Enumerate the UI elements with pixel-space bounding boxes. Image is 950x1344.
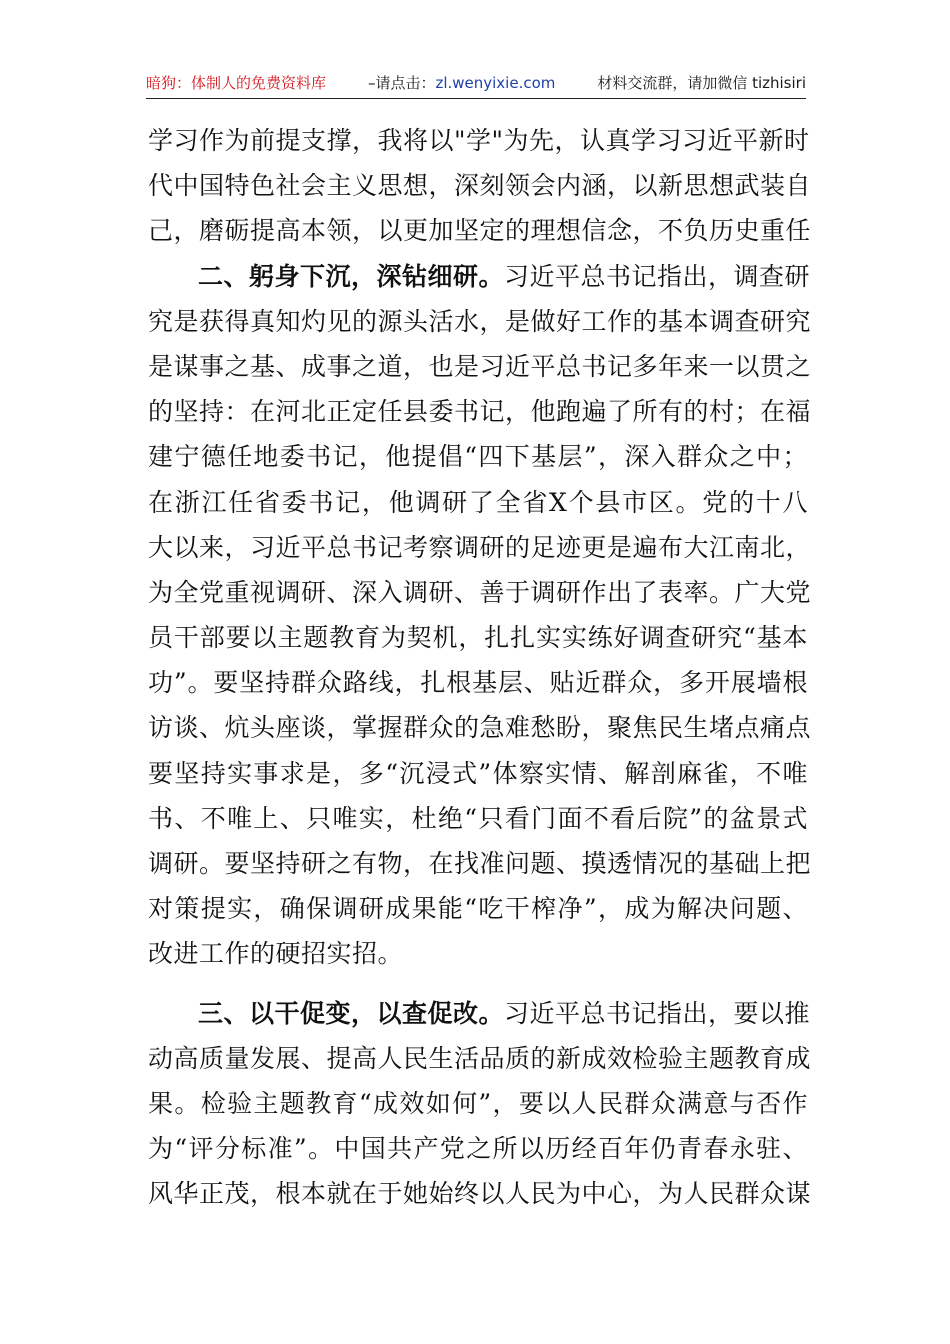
text-line: 己，磨砺提高本领，以更加坚定的理想信念，不负历史重任: [148, 216, 812, 246]
header-brand: 暗狗：体制人的免费资料库: [146, 73, 327, 92]
page-header: [146, 68, 806, 99]
section-heading-2: 二、躬身下沉，深钻细研。: [198, 261, 505, 291]
text-line: 改进工作的硬招实招。: [148, 939, 404, 969]
text-run: 习近平总书记指出，调查研: [504, 261, 811, 291]
paragraph-gap: [148, 977, 808, 991]
text-line: [148, 254, 811, 299]
header-link-prefix: –请点击：: [367, 73, 436, 92]
text-line: 对策提实，确保调研成果能“吃干榨净”，成为解决问题、: [148, 894, 808, 924]
text-line: 员干部要以主题教育为契机，扎扎实实练好调查研究“基本: [148, 623, 808, 653]
text-line: 书、不唯上、只唯实，杜绝“只看门面不看后院”的盆景式: [148, 803, 808, 833]
text-line: 访谈、炕头座谈，掌握群众的急难愁盼，聚焦民生堵点痛点: [148, 713, 812, 743]
text-line: 学习作为前提支撑，我将以"学"为先，认真学习习近平新时: [148, 126, 810, 155]
paragraph-3: [148, 991, 812, 1217]
paragraph-1: [148, 118, 812, 254]
header-link[interactable]: zl.wenyixie.com: [435, 73, 556, 92]
text-line: 是谋事之基、成事之道，也是习近平总书记多年来一以贯之: [148, 351, 812, 381]
text-line: 调研。要坚持研之有物，在找准问题、摸透情况的基础上把: [148, 849, 812, 878]
header-contact: 材料交流群，请加微信 tizhisiri: [597, 73, 806, 92]
document-body: [148, 118, 812, 1217]
text-line: 为全党重视调研、深入调研、善于调研作出了表率。广大党: [148, 577, 812, 607]
section-heading-3: 三、以干促变，以查促改。: [198, 998, 505, 1028]
text-line: 要坚持实事求是，多“沉浸式”体察实情、解剖麻雀，不唯: [148, 758, 808, 788]
text-line: 动高质量发展、提高人民生活品质的新成效检验主题教育成: [148, 1043, 812, 1073]
text-line: 果。检验主题教育“成效如何”，要以人民群众满意与否作: [148, 1088, 808, 1118]
text-line: 为“评分标准”。中国共产党之所以历经百年仍青春永驻、: [148, 1134, 808, 1164]
header-link-group: [368, 72, 555, 93]
text-line: 代中国特色社会主义思想，深刻领会内涵，以新思想武装自: [148, 171, 812, 201]
text-line: 的坚持：在河北正定任县委书记，他跑遍了所有的村；在福: [148, 397, 812, 427]
text-line: [148, 991, 811, 1036]
text-line: 大以来，习近平总书记考察调研的足迹更是遍布大江南北，: [148, 532, 812, 562]
text-line: 风华正茂，根本就在于她始终以人民为中心，为人民群众谋: [148, 1179, 812, 1209]
text-line: 功”。要坚持群众路线，扎根基层、贴近群众，多开展墙根: [148, 668, 808, 698]
text-line: 在浙江任省委书记，他调研了全省X个县市区。党的十八: [148, 487, 808, 517]
paragraph-2: [148, 254, 812, 977]
text-run: 习近平总书记指出，要以推: [504, 998, 811, 1028]
text-line: 究是获得真知灼见的源头活水，是做好工作的基本调查研究: [148, 306, 812, 336]
text-line: 建宁德任地委书记，他提倡“四下基层”，深入群众之中；: [148, 442, 808, 472]
